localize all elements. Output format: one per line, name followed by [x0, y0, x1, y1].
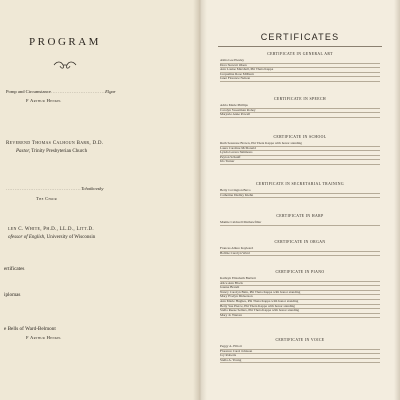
program-item-3: ...........................................Tchaikovsky: [6, 186, 104, 191]
recipient-name: Lynda Lavera Simmons: [220, 150, 380, 156]
recipient-name: Stella Reese Sellers, Phi Theta Kappa with honor standing: [220, 308, 380, 314]
recipient-name: Kathryn Elizabeth Bartlett: [220, 276, 380, 282]
recipient-name: Betty Sue Pierce, Phi Theta Kappa with honor standing: [220, 304, 380, 310]
title-rule: [218, 46, 382, 47]
recipient-name: Bobbie Carolyn Ward: [220, 251, 380, 257]
program-invocation-title: Pastor, Trinity Presbyterian Church: [16, 149, 88, 154]
recipient-name: Mary Jo Warren: [220, 313, 380, 319]
program-certificates: ertificates: [4, 266, 25, 272]
certificate-heading: CERTIFICATE IN SPEECH: [273, 97, 327, 101]
certificate-heading: CERTIFICATE IN SCHOOL: [273, 135, 327, 139]
recipient-name: Ann Louise Marshall, Phi Theta Kappa: [220, 67, 380, 73]
recipient-name: Jeanne Brandt: [220, 285, 380, 291]
certificate-heading: CERTIFICATE IN GENERAL ART: [267, 52, 333, 56]
recipient-name: Janet Florence Nelson: [220, 76, 380, 82]
recipient-name: Alma Lee Plesley: [220, 58, 380, 64]
recipient-name: Betty Covington Bevo: [220, 188, 380, 194]
program-invocation-speaker: Reverend Thomas Calhoun Barr, D.D.: [6, 141, 104, 146]
recipient-name: Jacqueline Rose Milburn: [220, 72, 380, 78]
certificate-heading: CERTIFICATE IN SECRETARIAL TRAINING: [255, 182, 345, 186]
recipient-name: Mamie Caldwell Mathewfiller: [220, 220, 380, 226]
program-diplomas: iplomas: [4, 292, 21, 298]
recipient-name: Alice Ann Block: [220, 281, 380, 287]
recipient-name: Carolyn Sweetman Robey: [220, 108, 380, 114]
page-edge-shadow: [394, 0, 400, 400]
certificate-heading: CERTIFICATE IN ORGAN: [274, 240, 326, 244]
recipient-name: Adria Marie Phillips: [220, 103, 380, 109]
recipient-name: Nancy Carolyn Bain, Phi Theta Kappa with honor standing: [220, 290, 380, 296]
certificate-heading: CERTIFICATE IN VOICE: [275, 338, 325, 342]
program-item-1: Pomp and Circumstance...............................Elgar: [6, 89, 116, 94]
recipient-name: Mary Evelyn Dickerson: [220, 294, 380, 300]
recipient-name: Frances Allure Kayleard: [220, 246, 380, 252]
certificate-heading: CERTIFICATE IN HARP: [276, 214, 324, 218]
program-performer-1: F Arthur Henkel: [26, 98, 62, 103]
recipient-name: Peggy A. Elliott: [220, 344, 380, 350]
program-address-title: ofessor of English, University of Wisconsin: [8, 235, 96, 240]
recipient-name: Ruth Seastone Brown, Phi Theta Kappa with honor standing: [220, 141, 380, 147]
recipient-name: Florence Carol Johnson: [220, 349, 380, 355]
recipient-name: Iris Turner: [220, 159, 380, 165]
certificate-heading: CERTIFICATE IN PIANO: [275, 270, 325, 274]
recipient-name: Marjorie Anne Powell: [220, 112, 380, 118]
certificates-title: CERTIFICATES: [260, 32, 340, 42]
recipient-name: Joy Roberts: [220, 353, 380, 359]
recipient-name: Peyton Schaaff: [220, 155, 380, 161]
recipient-name: Ann Marie Hughes, Phi Theta Kappa with honor standing: [220, 299, 380, 305]
certificates-page: [200, 0, 400, 400]
program-address-speaker: len C. White, Ph.D., LL.D., Litt.D.: [8, 227, 94, 232]
recipient-name: Stella A. Young: [220, 358, 380, 364]
program-bells: e Bells of Ward-Belmont: [4, 326, 56, 332]
recipient-name: Laura Caroline McDonald: [220, 146, 380, 152]
recipient-name: Catherine Dudley Kiehn: [220, 193, 380, 199]
program-performer-3: The Choir: [36, 196, 58, 201]
program-title: PROGRAM: [29, 36, 101, 48]
book-gutter: [193, 0, 207, 400]
recipient-name: Dora Stewart Olsen: [220, 63, 380, 69]
ornament-icon: [52, 60, 78, 70]
program-performer-4: F Arthur Henkel: [26, 335, 62, 340]
